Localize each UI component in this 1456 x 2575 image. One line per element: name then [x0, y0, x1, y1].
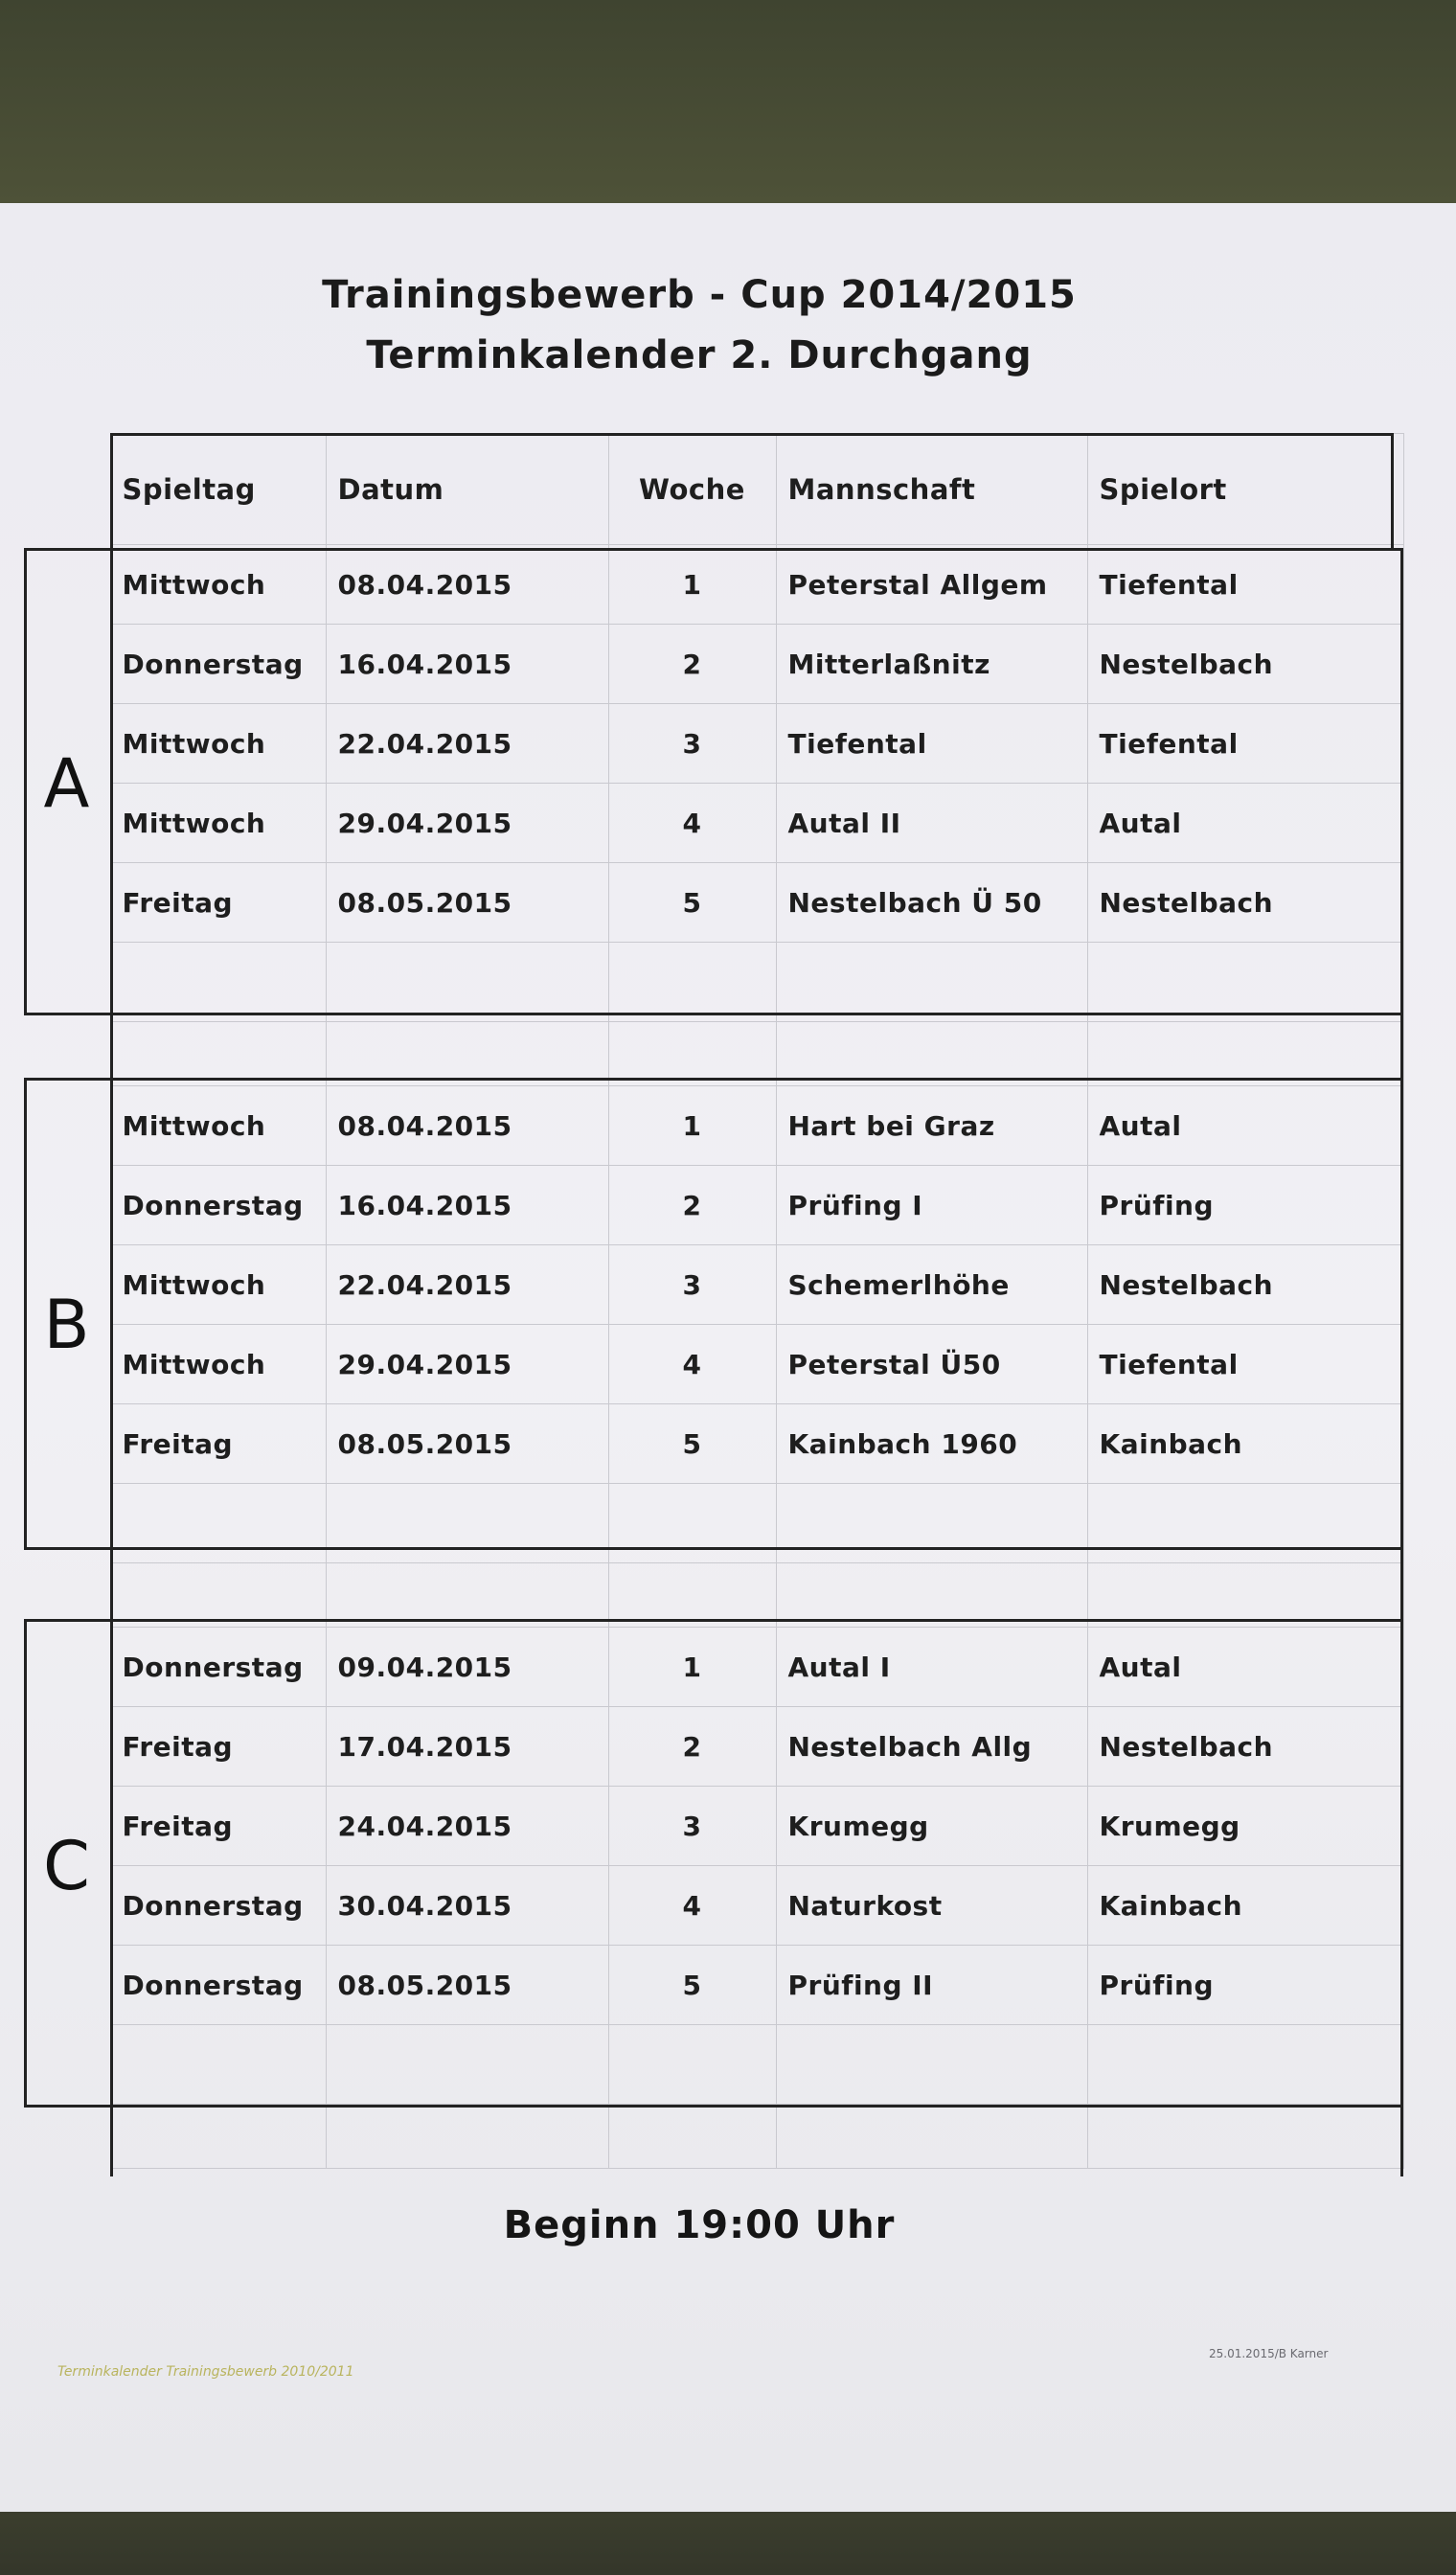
weekday-cell: Donnerstag: [110, 1946, 326, 2025]
date-cell: 30.04.2015: [326, 1866, 608, 1946]
week-cell: 5: [608, 1946, 776, 2025]
spacer-cell: [326, 1022, 608, 1086]
week-cell: 4: [608, 1325, 776, 1404]
venue-cell: Nestelbach: [1087, 863, 1403, 943]
weekday-cell: Donnerstag: [110, 1628, 326, 1707]
empty-cell: [608, 1484, 776, 1563]
spacer-cell: [1087, 1563, 1403, 1628]
empty-row: [24, 2025, 1403, 2105]
spacer-cell: [776, 1563, 1087, 1628]
venue-cell: Kainbach: [1087, 1404, 1403, 1484]
venue-cell: Kainbach: [1087, 1866, 1403, 1946]
table-row: [24, 1707, 1403, 1787]
week-cell: 3: [608, 1787, 776, 1866]
spacer-cell: [110, 2105, 326, 2169]
venue-cell: Prüfing: [1087, 1946, 1403, 2025]
team-cell: Kainbach 1960: [776, 1404, 1087, 1484]
team-cell: Peterstal Allgem: [776, 545, 1087, 625]
week-cell: 2: [608, 625, 776, 704]
team-cell: Krumegg: [776, 1787, 1087, 1866]
date-cell: 16.04.2015: [326, 1166, 608, 1245]
team-cell: Mitterlaßnitz: [776, 625, 1087, 704]
table-row: [24, 1628, 1403, 1707]
week-cell: 2: [608, 1166, 776, 1245]
spacer-cell: [110, 1563, 326, 1628]
spacer-row: [24, 1563, 1403, 1628]
venue-cell: Nestelbach: [1087, 1245, 1403, 1325]
document-title: Trainingsbewerb - Cup 2014/2015: [322, 273, 1077, 317]
column-header-team: Mannschaft: [776, 434, 1087, 545]
date-cell: 08.04.2015: [326, 1086, 608, 1166]
empty-cell: [110, 2025, 326, 2105]
empty-cell: [326, 1484, 608, 1563]
spacer-cell: [24, 1022, 110, 1086]
venue-cell: Nestelbach: [1087, 1707, 1403, 1787]
week-cell: 1: [608, 545, 776, 625]
column-header-weekday: Spieltag: [110, 434, 326, 545]
venue-cell: Tiefental: [1087, 545, 1403, 625]
weekday-cell: Mittwoch: [110, 1245, 326, 1325]
empty-row: [24, 943, 1403, 1022]
empty-cell: [776, 1484, 1087, 1563]
empty-cell: [110, 943, 326, 1022]
team-cell: Naturkost: [776, 1866, 1087, 1946]
start-time-note: Beginn 19:00 Uhr: [503, 2203, 896, 2247]
empty-cell: [326, 943, 608, 1022]
footer-right-note: 25.01.2015/B Karner: [1209, 2347, 1329, 2360]
table-row: [24, 1946, 1403, 2025]
table-row: [24, 545, 1403, 625]
team-cell: Prüfing I: [776, 1166, 1087, 1245]
spacer-cell: [776, 2105, 1087, 2169]
weekday-cell: Mittwoch: [110, 545, 326, 625]
weekday-cell: Mittwoch: [110, 704, 326, 784]
venue-cell: Autal: [1087, 784, 1403, 863]
empty-cell: [776, 2025, 1087, 2105]
column-header-date: Datum: [326, 434, 608, 545]
weekday-cell: Donnerstag: [110, 625, 326, 704]
weekday-cell: Freitag: [110, 1787, 326, 1866]
date-cell: 22.04.2015: [326, 704, 608, 784]
empty-cell: [776, 943, 1087, 1022]
date-cell: 29.04.2015: [326, 784, 608, 863]
weekday-cell: Mittwoch: [110, 1086, 326, 1166]
schedule-table: [24, 433, 1404, 2169]
background-top: [0, 0, 1456, 206]
weekday-cell: Freitag: [110, 1404, 326, 1484]
spacer-cell: [1087, 1022, 1403, 1086]
right-edge-line-ab: [1400, 1015, 1403, 1078]
venue-cell: Tiefental: [1087, 1325, 1403, 1404]
spacer-cell: [24, 2105, 110, 2169]
spacer-cell: [608, 1022, 776, 1086]
team-cell: Autal II: [776, 784, 1087, 863]
table-row: [24, 1404, 1403, 1484]
week-cell: 1: [608, 1628, 776, 1707]
date-cell: 08.05.2015: [326, 1404, 608, 1484]
weekday-cell: Freitag: [110, 863, 326, 943]
week-cell: 3: [608, 1245, 776, 1325]
venue-cell: Tiefental: [1087, 704, 1403, 784]
date-cell: 08.05.2015: [326, 863, 608, 943]
week-cell: 5: [608, 863, 776, 943]
table-row: [24, 863, 1403, 943]
date-cell: 29.04.2015: [326, 1325, 608, 1404]
right-edge-line-end: [1400, 2108, 1403, 2176]
spacer-cell: [24, 1563, 110, 1628]
empty-cell: [1087, 943, 1403, 1022]
week-cell: 1: [608, 1086, 776, 1166]
week-cell: 2: [608, 1707, 776, 1787]
table-row: [24, 1787, 1403, 1866]
empty-cell: [110, 1484, 326, 1563]
table-row: [24, 1166, 1403, 1245]
weekday-cell: Mittwoch: [110, 784, 326, 863]
venue-cell: Krumegg: [1087, 1787, 1403, 1866]
table-row: [24, 784, 1403, 863]
spacer-row: [24, 2105, 1403, 2169]
spacer-cell: [326, 2105, 608, 2169]
team-cell: Nestelbach Ü 50: [776, 863, 1087, 943]
table-row: [24, 704, 1403, 784]
column-header-week: Woche: [608, 434, 776, 545]
table-row: [24, 1866, 1403, 1946]
week-cell: 5: [608, 1404, 776, 1484]
background-bottom: [0, 2505, 1456, 2575]
table-row: [24, 1245, 1403, 1325]
team-cell: Nestelbach Allg: [776, 1707, 1087, 1787]
team-cell: Peterstal Ü50: [776, 1325, 1087, 1404]
column-header-venue: Spielort: [1087, 434, 1403, 545]
spacer-cell: [608, 2105, 776, 2169]
spacer-cell: [776, 1022, 1087, 1086]
date-cell: 16.04.2015: [326, 625, 608, 704]
right-edge-line-bc: [1400, 1550, 1403, 1619]
spacer-row: [24, 1022, 1403, 1086]
week-cell: 4: [608, 784, 776, 863]
team-cell: Tiefental: [776, 704, 1087, 784]
spacer-cell: [326, 1563, 608, 1628]
venue-cell: Prüfing: [1087, 1166, 1403, 1245]
weekday-cell: Freitag: [110, 1707, 326, 1787]
team-cell: Autal I: [776, 1628, 1087, 1707]
spacer-cell: [110, 1022, 326, 1086]
weekday-cell: Donnerstag: [110, 1866, 326, 1946]
empty-cell: [1087, 2025, 1403, 2105]
weekday-cell: Mittwoch: [110, 1325, 326, 1404]
empty-cell: [326, 2025, 608, 2105]
table-row: [24, 625, 1403, 704]
footer-left-note: Terminkalender Trainingsbewerb 2010/2011: [57, 2364, 354, 2380]
venue-cell: Autal: [1087, 1086, 1403, 1166]
empty-row: [24, 1484, 1403, 1563]
date-cell: 08.04.2015: [326, 545, 608, 625]
document-subtitle: Terminkalender 2. Durchgang: [366, 333, 1033, 377]
label-divider-line: [110, 548, 113, 2176]
week-cell: 3: [608, 704, 776, 784]
date-cell: 22.04.2015: [326, 1245, 608, 1325]
empty-cell: [608, 2025, 776, 2105]
group-label: B: [43, 1285, 91, 1364]
date-cell: 24.04.2015: [326, 1787, 608, 1866]
venue-cell: Nestelbach: [1087, 625, 1403, 704]
spacer-cell: [1087, 2105, 1403, 2169]
team-cell: Prüfing II: [776, 1946, 1087, 2025]
week-cell: 4: [608, 1866, 776, 1946]
group-label: A: [43, 743, 90, 823]
header-blank-cell: [24, 434, 110, 545]
team-cell: Schemerlhöhe: [776, 1245, 1087, 1325]
group-label: C: [43, 1826, 91, 1905]
empty-cell: [608, 943, 776, 1022]
team-cell: Hart bei Graz: [776, 1086, 1087, 1166]
date-cell: 08.05.2015: [326, 1946, 608, 2025]
date-cell: 17.04.2015: [326, 1707, 608, 1787]
table-header-row: [24, 434, 1403, 545]
date-cell: 09.04.2015: [326, 1628, 608, 1707]
table-row: [24, 1086, 1403, 1166]
weekday-cell: Donnerstag: [110, 1166, 326, 1245]
spacer-cell: [608, 1563, 776, 1628]
empty-cell: [1087, 1484, 1403, 1563]
table-row: [24, 1325, 1403, 1404]
venue-cell: Autal: [1087, 1628, 1403, 1707]
